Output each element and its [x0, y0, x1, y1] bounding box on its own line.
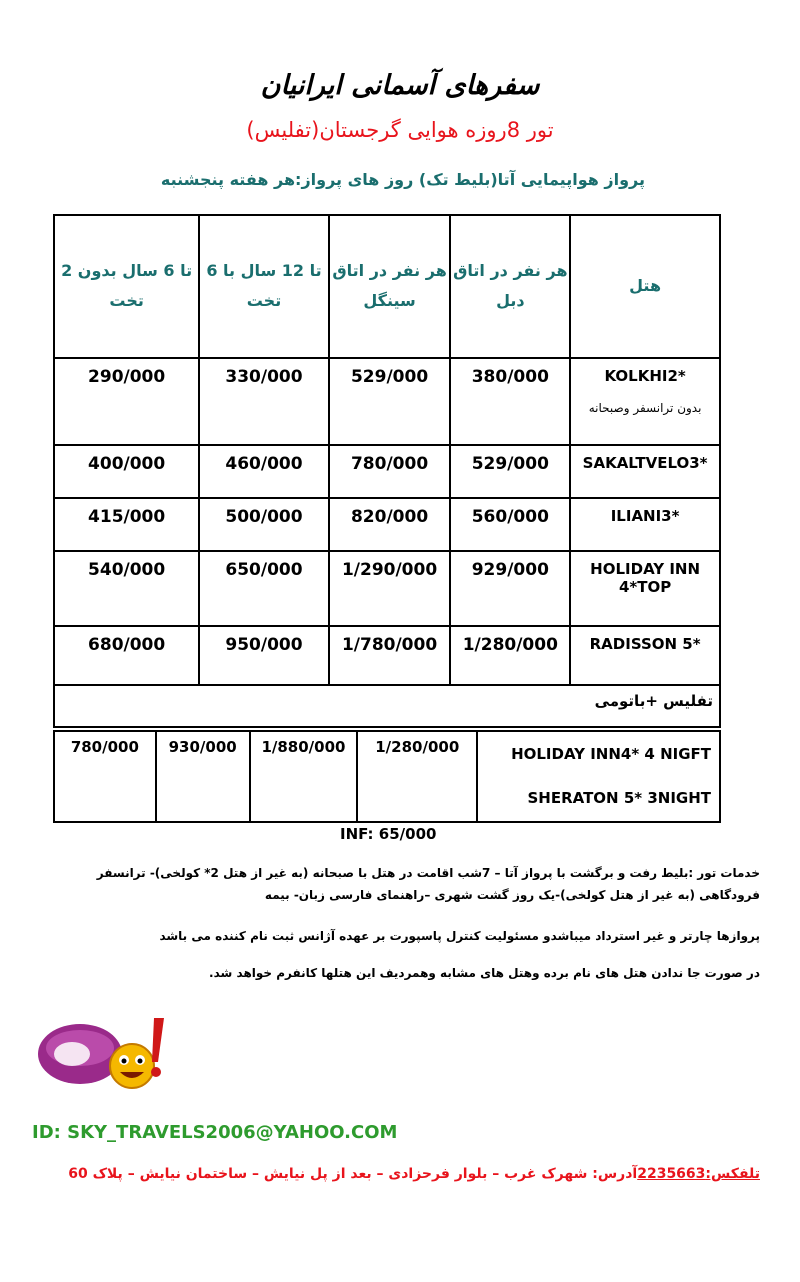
charter-note: پروازها چارتر و غیر استرداد میباشدو مسئولیت کنترل پاسپورت بر عهده آژانس ثبت نام کننده می باشد — [159, 929, 760, 943]
combo-child-nobed: 780/000 — [54, 731, 156, 822]
price-single: 1/290/000 — [329, 551, 451, 626]
price-child-nobed: 680/000 — [54, 626, 199, 685]
hotel-cell — [570, 358, 720, 445]
price-child-nobed: 540/000 — [54, 551, 199, 626]
table-row — [54, 551, 720, 626]
price-child-nobed: 400/000 — [54, 445, 199, 498]
combo-table — [53, 730, 721, 823]
combo-hotels — [477, 731, 720, 822]
price-double: 560/000 — [450, 498, 570, 551]
price-single: 820/000 — [329, 498, 451, 551]
hotel-name: HOLIDAY INN 4*TOP — [570, 551, 720, 626]
price-child-nobed: 290/000 — [54, 358, 199, 445]
header-child-bed: 6 تا 12 سال با تخت — [199, 215, 328, 358]
header-single: هر نفر در اتاق سینگل — [329, 215, 451, 358]
combo-child-bed: 930/000 — [156, 731, 250, 822]
yahoo-smiley-icon — [32, 1010, 182, 1090]
header-hotel: هتل — [570, 215, 720, 358]
price-child-bed: 950/000 — [199, 626, 328, 685]
price-single: 529/000 — [329, 358, 451, 445]
combo-hotel-2: SHERATON 5* 3NIGHT — [527, 789, 711, 807]
hotel-note: بدون ترانسفر وصبحانه — [588, 401, 702, 415]
section-row — [54, 685, 720, 727]
telefax: تلفکس:2235663 — [637, 1166, 760, 1182]
price-table — [53, 214, 721, 728]
header-double: هر نفر در اتاق دبل — [450, 215, 570, 358]
table-row — [54, 498, 720, 551]
page-subtitle: تور 8روزه هوایی گرجستان(تفلیس) — [246, 118, 554, 142]
contact-address — [40, 1166, 760, 1182]
price-double: 529/000 — [450, 445, 570, 498]
header-child-nobed: 2 تا 6 سال بدون تخت — [54, 215, 199, 358]
price-child-bed: 330/000 — [199, 358, 328, 445]
table-header-row — [54, 215, 720, 358]
substitute-note: در صورت جا ندادن هتل های نام برده وهتل های مشابه وهمردیف این هتلها کانفرم خواهد شد. — [209, 966, 760, 980]
hotel-name: ILIANI3* — [570, 498, 720, 551]
combo-hotel-1: HOLIDAY INN4* 4 NIGFT — [511, 745, 711, 763]
price-double: 929/000 — [450, 551, 570, 626]
section-label: تفلیس +باتومی — [54, 685, 720, 727]
table-row — [54, 358, 720, 445]
price-child-bed: 650/000 — [199, 551, 328, 626]
price-child-bed: 460/000 — [199, 445, 328, 498]
table-row — [54, 445, 720, 498]
combo-single: 1/880/000 — [250, 731, 358, 822]
price-double: 380/000 — [450, 358, 570, 445]
combo-double: 1/280/000 — [357, 731, 477, 822]
price-single: 1/780/000 — [329, 626, 451, 685]
table-row — [54, 626, 720, 685]
hotel-name: KOLKHI2* — [604, 367, 686, 385]
price-child-nobed: 415/000 — [54, 498, 199, 551]
inf-price: INF: 65/000 — [340, 825, 437, 843]
email-id: ID: SKY_TRAVELS2006@YAHOO.COM — [32, 1122, 398, 1143]
hotel-name: RADISSON 5* — [570, 626, 720, 685]
page-title: سفرهای آسمانی ایرانیان — [260, 70, 540, 101]
table-row — [54, 731, 720, 822]
hotel-name: SAKALTVELO3* — [570, 445, 720, 498]
price-single: 780/000 — [329, 445, 451, 498]
address-text: آدرس: شهرک غرب – بلوار فرحزادی – بعد از پل نیایش – ساختمان نیایش – پلاک 60 — [68, 1166, 638, 1182]
price-double: 1/280/000 — [450, 626, 570, 685]
price-child-bed: 500/000 — [199, 498, 328, 551]
flight-info: پرواز هواپیمایی آتا(بلیط تک) روز های پرواز:هر هفته پنجشنبه — [160, 170, 645, 189]
services-note: خدمات تور :بلیط رفت و برگشت با پرواز آتا – 7شب اقامت در هتل با صبحانه (به غیر از هتل 2* کولخی)- ترانسفر فرودگاهی (به غیر از هتل کولخی)-یک روز گشت شهری –راهنمای فارسی زبان- بیمه — [96, 866, 760, 902]
